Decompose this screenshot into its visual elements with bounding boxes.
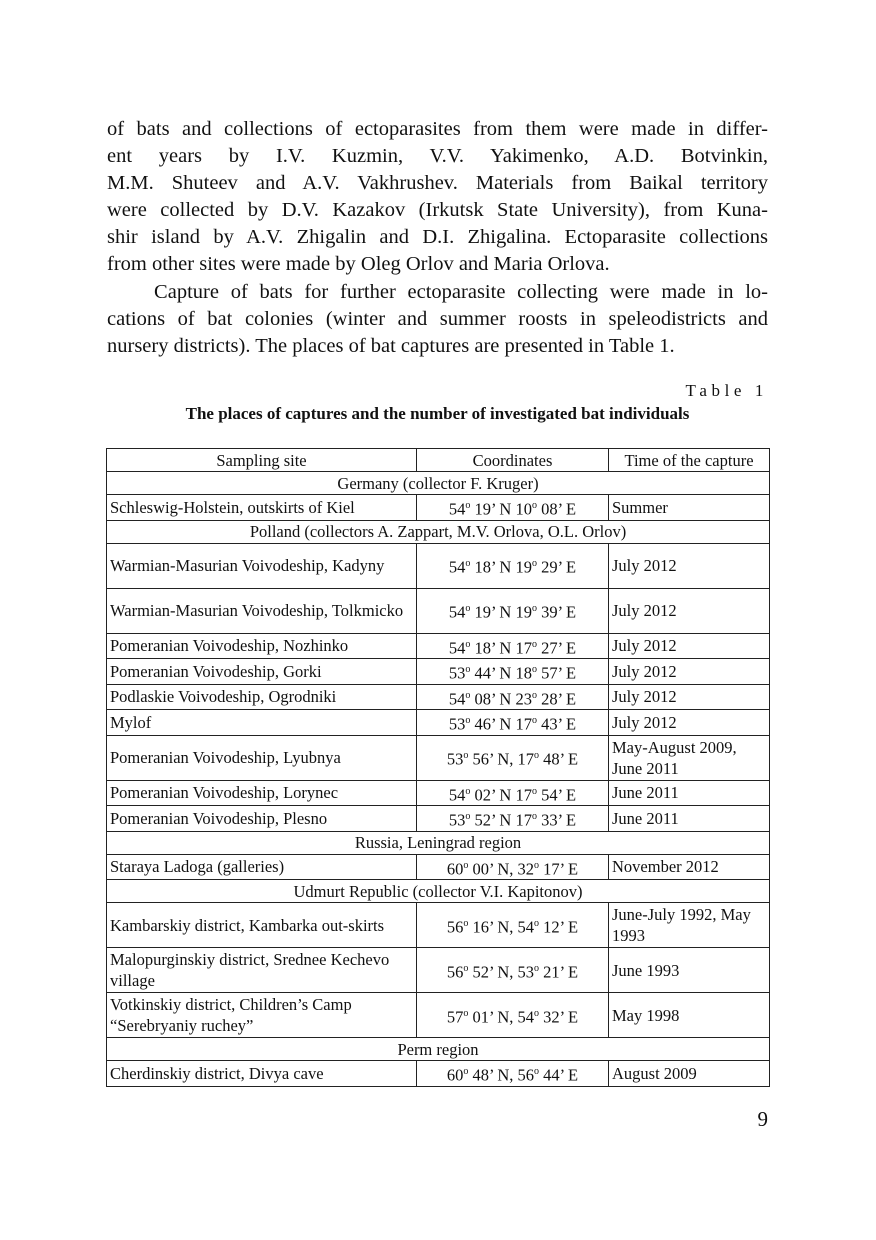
paragraph-line: from other sites were made by Oleg Orlov and Maria Orlova. — [107, 253, 610, 275]
coordinate-part: 17’ E — [539, 859, 579, 878]
table-group-row — [107, 520, 770, 543]
degree-mark: o — [531, 500, 537, 511]
site-cell: Malopurginskiy district, Srednee Kechevo village — [107, 948, 417, 993]
coordinate-part: 33’ E — [536, 810, 577, 830]
intro-paragraph — [107, 116, 768, 278]
coordinate-part: 53 — [446, 749, 464, 769]
degree-mark: o — [531, 558, 537, 570]
table-caption: The places of captures and the number of investigated bat individuals — [185, 404, 690, 423]
degree-mark: o — [534, 750, 540, 762]
coordinate-part: 54’ E — [536, 785, 577, 804]
coordinate-part: 53 — [448, 663, 466, 683]
degree-mark: o — [465, 558, 471, 570]
coordinates-cell — [417, 684, 609, 710]
time-cell: May-August 2009, June 2011 — [609, 735, 770, 780]
time-cell: Summer — [609, 495, 770, 521]
coordinates-cell — [417, 735, 609, 780]
coordinate-part: 44’ N — [470, 663, 516, 683]
coordinate-part: 46’ N — [470, 714, 516, 734]
coordinates-cell — [417, 633, 609, 659]
table-row — [107, 495, 770, 521]
coordinates-cell — [417, 543, 609, 588]
degree-mark: o — [534, 1066, 540, 1077]
degree-mark: o — [465, 715, 471, 726]
coordinate-part: 19 — [515, 557, 532, 577]
degree-mark: o — [463, 1007, 469, 1019]
coordinate-part: 60 — [446, 859, 464, 878]
table-body — [107, 472, 770, 1087]
time-cell: November 2012 — [609, 854, 770, 880]
coordinate-part: 00’ N, — [468, 859, 518, 878]
coordinate-part: 08’ E — [536, 499, 577, 519]
degree-mark: o — [534, 962, 540, 974]
degree-mark: o — [534, 859, 540, 871]
site-cell: Mylof — [107, 710, 417, 736]
coordinate-part: 54 — [448, 557, 466, 577]
coordinate-part: 53 — [448, 714, 466, 734]
degree-mark: o — [531, 664, 537, 675]
coordinate-part: 18’ N — [470, 557, 516, 577]
coordinates-cell — [417, 806, 609, 832]
coordinates-cell — [417, 659, 609, 685]
time-cell: May 1998 — [609, 993, 770, 1038]
time-cell: July 2012 — [609, 659, 770, 685]
paragraph-line: of bats and collections of ectoparasites from them were made in differ- — [107, 118, 768, 140]
header-coordinates: Coordinates — [417, 449, 609, 472]
table-row — [107, 735, 770, 780]
coordinate-part: 01’ N, — [468, 1007, 518, 1027]
coordinates-cell — [417, 588, 609, 633]
degree-mark: o — [531, 785, 537, 797]
table-group-row — [107, 1038, 770, 1061]
table-label: Table 1 — [685, 381, 768, 400]
site-cell: Kambarskiy district, Kambarka out-skirts — [107, 903, 417, 948]
degree-mark: o — [531, 603, 537, 615]
group-title: Polland (collectors A. Zappart, M.V. Orlova, O.L. Orlov) — [107, 520, 770, 543]
coordinate-part: 53 — [517, 962, 535, 982]
coordinate-part: 60 — [446, 1065, 464, 1085]
site-cell: Pomeranian Voivodeship, Plesno — [107, 806, 417, 832]
site-cell: Pomeranian Voivodeship, Lorynec — [107, 780, 417, 806]
table-row — [107, 659, 770, 685]
coordinates-cell — [417, 903, 609, 948]
table-row — [107, 948, 770, 993]
degree-mark: o — [465, 664, 471, 675]
table-row — [107, 806, 770, 832]
time-cell: July 2012 — [609, 633, 770, 659]
paragraph-line: cations of bat colonies (winter and summer roosts in speleodistricts and — [107, 308, 768, 330]
coordinates-cell — [417, 854, 609, 880]
coordinate-part: 39’ E — [536, 602, 577, 622]
coordinates-cell — [417, 948, 609, 993]
coordinate-part: 52’ N, — [468, 962, 518, 982]
coordinate-part: 54 — [448, 638, 466, 657]
table-group-row — [107, 472, 770, 495]
table-row — [107, 543, 770, 588]
time-cell: June 2011 — [609, 780, 770, 806]
table-group-row — [107, 880, 770, 903]
paragraph-line: were collected by D.V. Kazakov (Irkutsk State University), from Kuna- — [107, 199, 768, 221]
time-cell: June-July 1992, May 1993 — [609, 903, 770, 948]
coordinate-part: 57’ E — [536, 663, 577, 683]
degree-mark: o — [463, 962, 469, 974]
header-time: Time of the capture — [609, 449, 770, 472]
coordinate-part: 43’ E — [536, 714, 577, 734]
degree-mark: o — [465, 689, 471, 701]
site-cell: Pomeranian Voivodeship, Nozhinko — [107, 633, 417, 659]
coordinate-part: 19’ N — [470, 602, 516, 622]
table-row — [107, 1061, 770, 1087]
group-title: Germany (collector F. Kruger) — [107, 472, 770, 495]
degree-mark: o — [465, 811, 471, 822]
time-cell: June 1993 — [609, 948, 770, 993]
coordinates-cell — [417, 993, 609, 1038]
header-sampling-site: Sampling site — [107, 449, 417, 472]
coordinate-part: 56’ N, — [468, 749, 518, 769]
coordinate-part: 52’ N — [470, 810, 516, 830]
coordinate-part: 17 — [517, 749, 535, 769]
degree-mark: o — [463, 1066, 469, 1077]
time-cell: August 2009 — [609, 1061, 770, 1087]
table-row — [107, 710, 770, 736]
coordinate-part: 17 — [515, 638, 532, 657]
coordinate-part: 10 — [515, 499, 532, 519]
time-cell: July 2012 — [609, 710, 770, 736]
table-row — [107, 993, 770, 1038]
degree-mark: o — [534, 1007, 540, 1019]
coordinate-part: 54 — [517, 1007, 535, 1027]
site-cell: Pomeranian Voivodeship, Lyubnya — [107, 735, 417, 780]
coordinate-part: 56 — [446, 962, 464, 982]
coordinates-cell — [417, 1061, 609, 1087]
coordinate-part: 29’ E — [536, 557, 577, 577]
site-cell: Votkinskiy district, Children’s Camp “Serebryaniy ruchey” — [107, 993, 417, 1038]
coordinates-cell — [417, 780, 609, 806]
degree-mark: o — [465, 785, 471, 797]
degree-mark: o — [465, 638, 471, 650]
coordinate-part: 54 — [448, 602, 466, 622]
degree-mark: o — [463, 750, 469, 762]
capture-paragraph — [107, 279, 768, 360]
degree-mark: o — [531, 689, 537, 701]
degree-mark: o — [463, 917, 469, 929]
coordinate-part: 57 — [446, 1007, 464, 1027]
page-number: 9 — [757, 1107, 768, 1131]
table-row — [107, 684, 770, 710]
coordinates-cell — [417, 710, 609, 736]
coordinate-part: 17 — [515, 810, 532, 830]
group-title: Perm region — [107, 1038, 770, 1061]
degree-mark: o — [531, 811, 537, 822]
site-cell: Cherdinskiy district, Divya cave — [107, 1061, 417, 1087]
degree-mark: o — [534, 917, 540, 929]
coordinate-part: 32 — [517, 859, 535, 878]
capture-sites-table — [106, 448, 770, 1087]
coordinate-part: 19’ N — [470, 499, 516, 519]
table-row — [107, 588, 770, 633]
site-cell: Podlaskie Voivodeship, Ogrodniki — [107, 684, 417, 710]
coordinate-part: 54 — [448, 689, 466, 708]
coordinate-part: 56 — [446, 917, 464, 937]
coordinate-part: 19 — [515, 602, 532, 622]
table-group-row — [107, 831, 770, 854]
coordinate-part: 27’ E — [536, 638, 577, 657]
table-row — [107, 903, 770, 948]
coordinate-part: 21’ E — [539, 962, 579, 982]
table-header-row — [107, 449, 770, 472]
coordinate-part: 54 — [517, 917, 535, 937]
paragraph-line: ent years by I.V. Kuzmin, V.V. Yakimenko, A.D. Botvinkin, — [107, 145, 768, 167]
table-row — [107, 780, 770, 806]
degree-mark: o — [465, 500, 471, 511]
group-title: Udmurt Republic (collector V.I. Kapitonov) — [107, 880, 770, 903]
paragraph-line: shir island by A.V. Zhigalin and D.I. Zhigalina. Ectoparasite collections — [107, 226, 768, 248]
coordinate-part: 12’ E — [539, 917, 579, 937]
coordinate-part: 48’ E — [539, 749, 579, 769]
group-title: Russia, Leningrad region — [107, 831, 770, 854]
coordinate-part: 17 — [515, 714, 532, 734]
time-cell: July 2012 — [609, 588, 770, 633]
coordinate-part: 08’ N — [470, 689, 516, 708]
table-row — [107, 633, 770, 659]
coordinate-part: 32’ E — [539, 1007, 579, 1027]
site-cell: Staraya Ladoga (galleries) — [107, 854, 417, 880]
coordinate-part: 44’ E — [539, 1065, 579, 1085]
site-cell: Warmian-Masurian Voivodeship, Kadyny — [107, 543, 417, 588]
paragraph-line: M.M. Shuteev and A.V. Vakhrushev. Materials from Baikal territory — [107, 172, 768, 194]
coordinate-part: 16’ N, — [468, 917, 518, 937]
time-cell: June 2011 — [609, 806, 770, 832]
site-cell: Pomeranian Voivodeship, Gorki — [107, 659, 417, 685]
coordinates-cell — [417, 495, 609, 521]
coordinate-part: 28’ E — [536, 689, 577, 708]
coordinate-part: 48’ N, — [468, 1065, 518, 1085]
paragraph-line: Capture of bats for further ectoparasite collecting were made in lo- — [107, 281, 768, 303]
site-cell: Schleswig-Holstein, outskirts of Kiel — [107, 495, 417, 521]
coordinate-part: 56 — [517, 1065, 535, 1085]
degree-mark: o — [463, 859, 469, 871]
coordinate-part: 23 — [515, 689, 532, 708]
table-row — [107, 854, 770, 880]
degree-mark: o — [531, 638, 537, 650]
coordinate-part: 53 — [448, 810, 466, 830]
time-cell: July 2012 — [609, 684, 770, 710]
coordinate-part: 54 — [448, 499, 466, 519]
time-cell: July 2012 — [609, 543, 770, 588]
coordinate-part: 18 — [515, 663, 532, 683]
coordinate-part: 54 — [448, 785, 466, 804]
coordinate-part: 17 — [515, 785, 532, 804]
degree-mark: o — [531, 715, 537, 726]
coordinate-part: 18’ N — [470, 638, 516, 657]
paragraph-line: nursery districts). The places of bat captures are presented in Table 1. — [107, 335, 675, 357]
degree-mark: o — [465, 603, 471, 615]
coordinate-part: 02’ N — [470, 785, 516, 804]
site-cell: Warmian-Masurian Voivodeship, Tolkmicko — [107, 588, 417, 633]
